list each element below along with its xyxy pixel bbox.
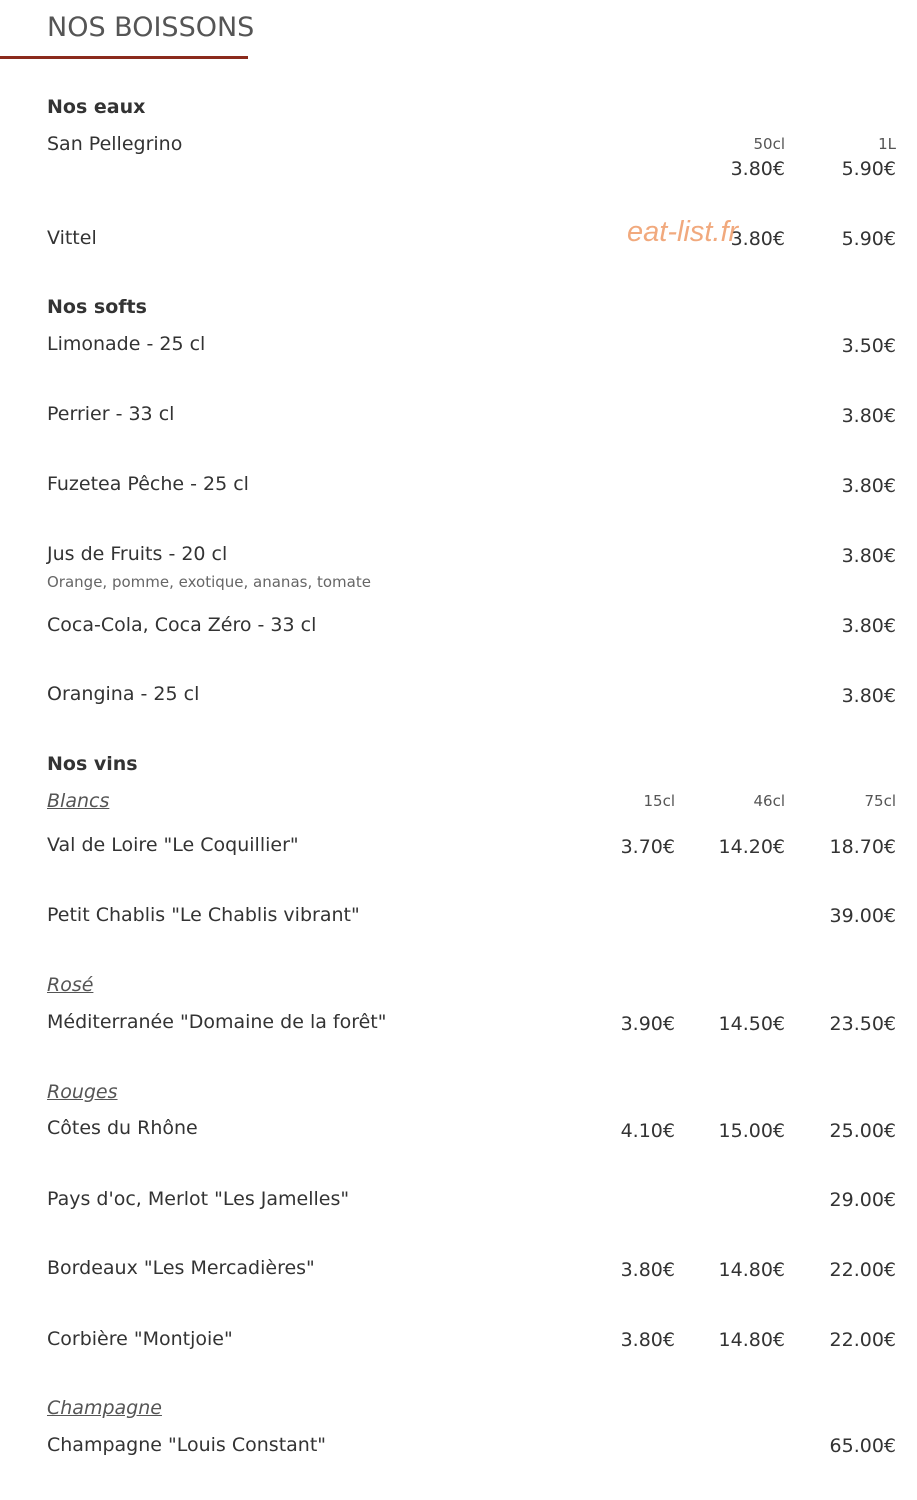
item-name-bordeaux: Bordeaux "Les Mercadières" [47,1257,315,1279]
price-val-de-loire-75cl: 18.70€ [829,836,896,858]
size-label-75cl: 75cl [864,792,896,810]
item-name-champagne: Champagne "Louis Constant" [47,1434,327,1456]
section-heading-eaux: Nos eaux [47,96,146,118]
price-bordeaux-75cl: 22.00€ [829,1259,896,1281]
price-mediterranee-75cl: 23.50€ [829,1013,896,1035]
item-price-soft: 3.50€ [841,335,896,357]
item-name-pays-doc: Pays d'oc, Merlot "Les Jamelles" [47,1188,350,1210]
subheading-rouges: Rouges [47,1081,118,1103]
item-name-mediterranee: Méditerranée "Domaine de la forêt" [47,1011,387,1033]
price-vittel-1l: 5.90€ [841,228,896,250]
price-corbiere-15cl: 3.80€ [620,1329,675,1351]
price-val-de-loire-15cl: 3.70€ [620,836,675,858]
section-heading-softs: Nos softs [47,296,147,318]
price-champagne-75cl: 65.00€ [829,1435,896,1457]
price-bordeaux-46cl: 14.80€ [718,1259,785,1281]
item-name-san-pellegrino: San Pellegrino [47,133,183,155]
price-corbiere-46cl: 14.80€ [718,1329,785,1351]
price-corbiere-75cl: 22.00€ [829,1329,896,1351]
subheading-champagne: Champagne [47,1397,162,1419]
item-name-soft: Fuzetea Pêche - 25 cl [47,473,249,495]
price-mediterranee-15cl: 3.90€ [620,1013,675,1035]
item-price-soft: 3.80€ [841,685,896,707]
price-bordeaux-15cl: 3.80€ [620,1259,675,1281]
price-vittel-50cl: 3.80€ [730,228,785,250]
item-price-soft: 3.80€ [841,405,896,427]
price-cotes-du-rhone-15cl: 4.10€ [620,1120,675,1142]
item-price-soft: 3.80€ [841,615,896,637]
item-name-vittel: Vittel [47,227,97,249]
watermark-text: eat-list.fr [627,216,739,248]
price-pays-doc-75cl: 29.00€ [829,1189,896,1211]
price-san-pellegrino-1l: 5.90€ [841,158,896,180]
item-name-cotes-du-rhone: Côtes du Rhône [47,1117,198,1139]
size-label-1l: 1L [878,135,896,153]
item-name-val-de-loire: Val de Loire "Le Coquillier" [47,834,299,856]
price-petit-chablis-75cl: 39.00€ [829,905,896,927]
item-name-soft: Coca-Cola, Coca Zéro - 33 cl [47,614,317,636]
size-label-46cl: 46cl [753,792,785,810]
subheading-blancs: Blancs [47,790,110,812]
title-underline [0,56,248,59]
price-san-pellegrino-50cl: 3.80€ [730,158,785,180]
price-cotes-du-rhone-46cl: 15.00€ [718,1120,785,1142]
size-label-50cl: 50cl [753,135,785,153]
item-name-soft: Perrier - 33 cl [47,403,175,425]
item-name-soft: Jus de Fruits - 20 cl [47,543,228,565]
item-name-soft: Limonade - 25 cl [47,333,206,355]
price-val-de-loire-46cl: 14.20€ [718,836,785,858]
size-label-15cl: 15cl [643,792,675,810]
section-heading-vins: Nos vins [47,753,138,775]
price-mediterranee-46cl: 14.50€ [718,1013,785,1035]
subheading-rose: Rosé [47,974,94,996]
price-cotes-du-rhone-75cl: 25.00€ [829,1120,896,1142]
item-price-soft: 3.80€ [841,475,896,497]
item-name-soft: Orangina - 25 cl [47,683,200,705]
item-note-jus-de-fruits: Orange, pomme, exotique, ananas, tomate [47,573,371,591]
item-price-soft: 3.80€ [841,545,896,567]
item-name-petit-chablis: Petit Chablis "Le Chablis vibrant" [47,904,360,926]
item-name-corbiere: Corbière "Montjoie" [47,1328,233,1350]
page-title: NOS BOISSONS [47,12,255,43]
